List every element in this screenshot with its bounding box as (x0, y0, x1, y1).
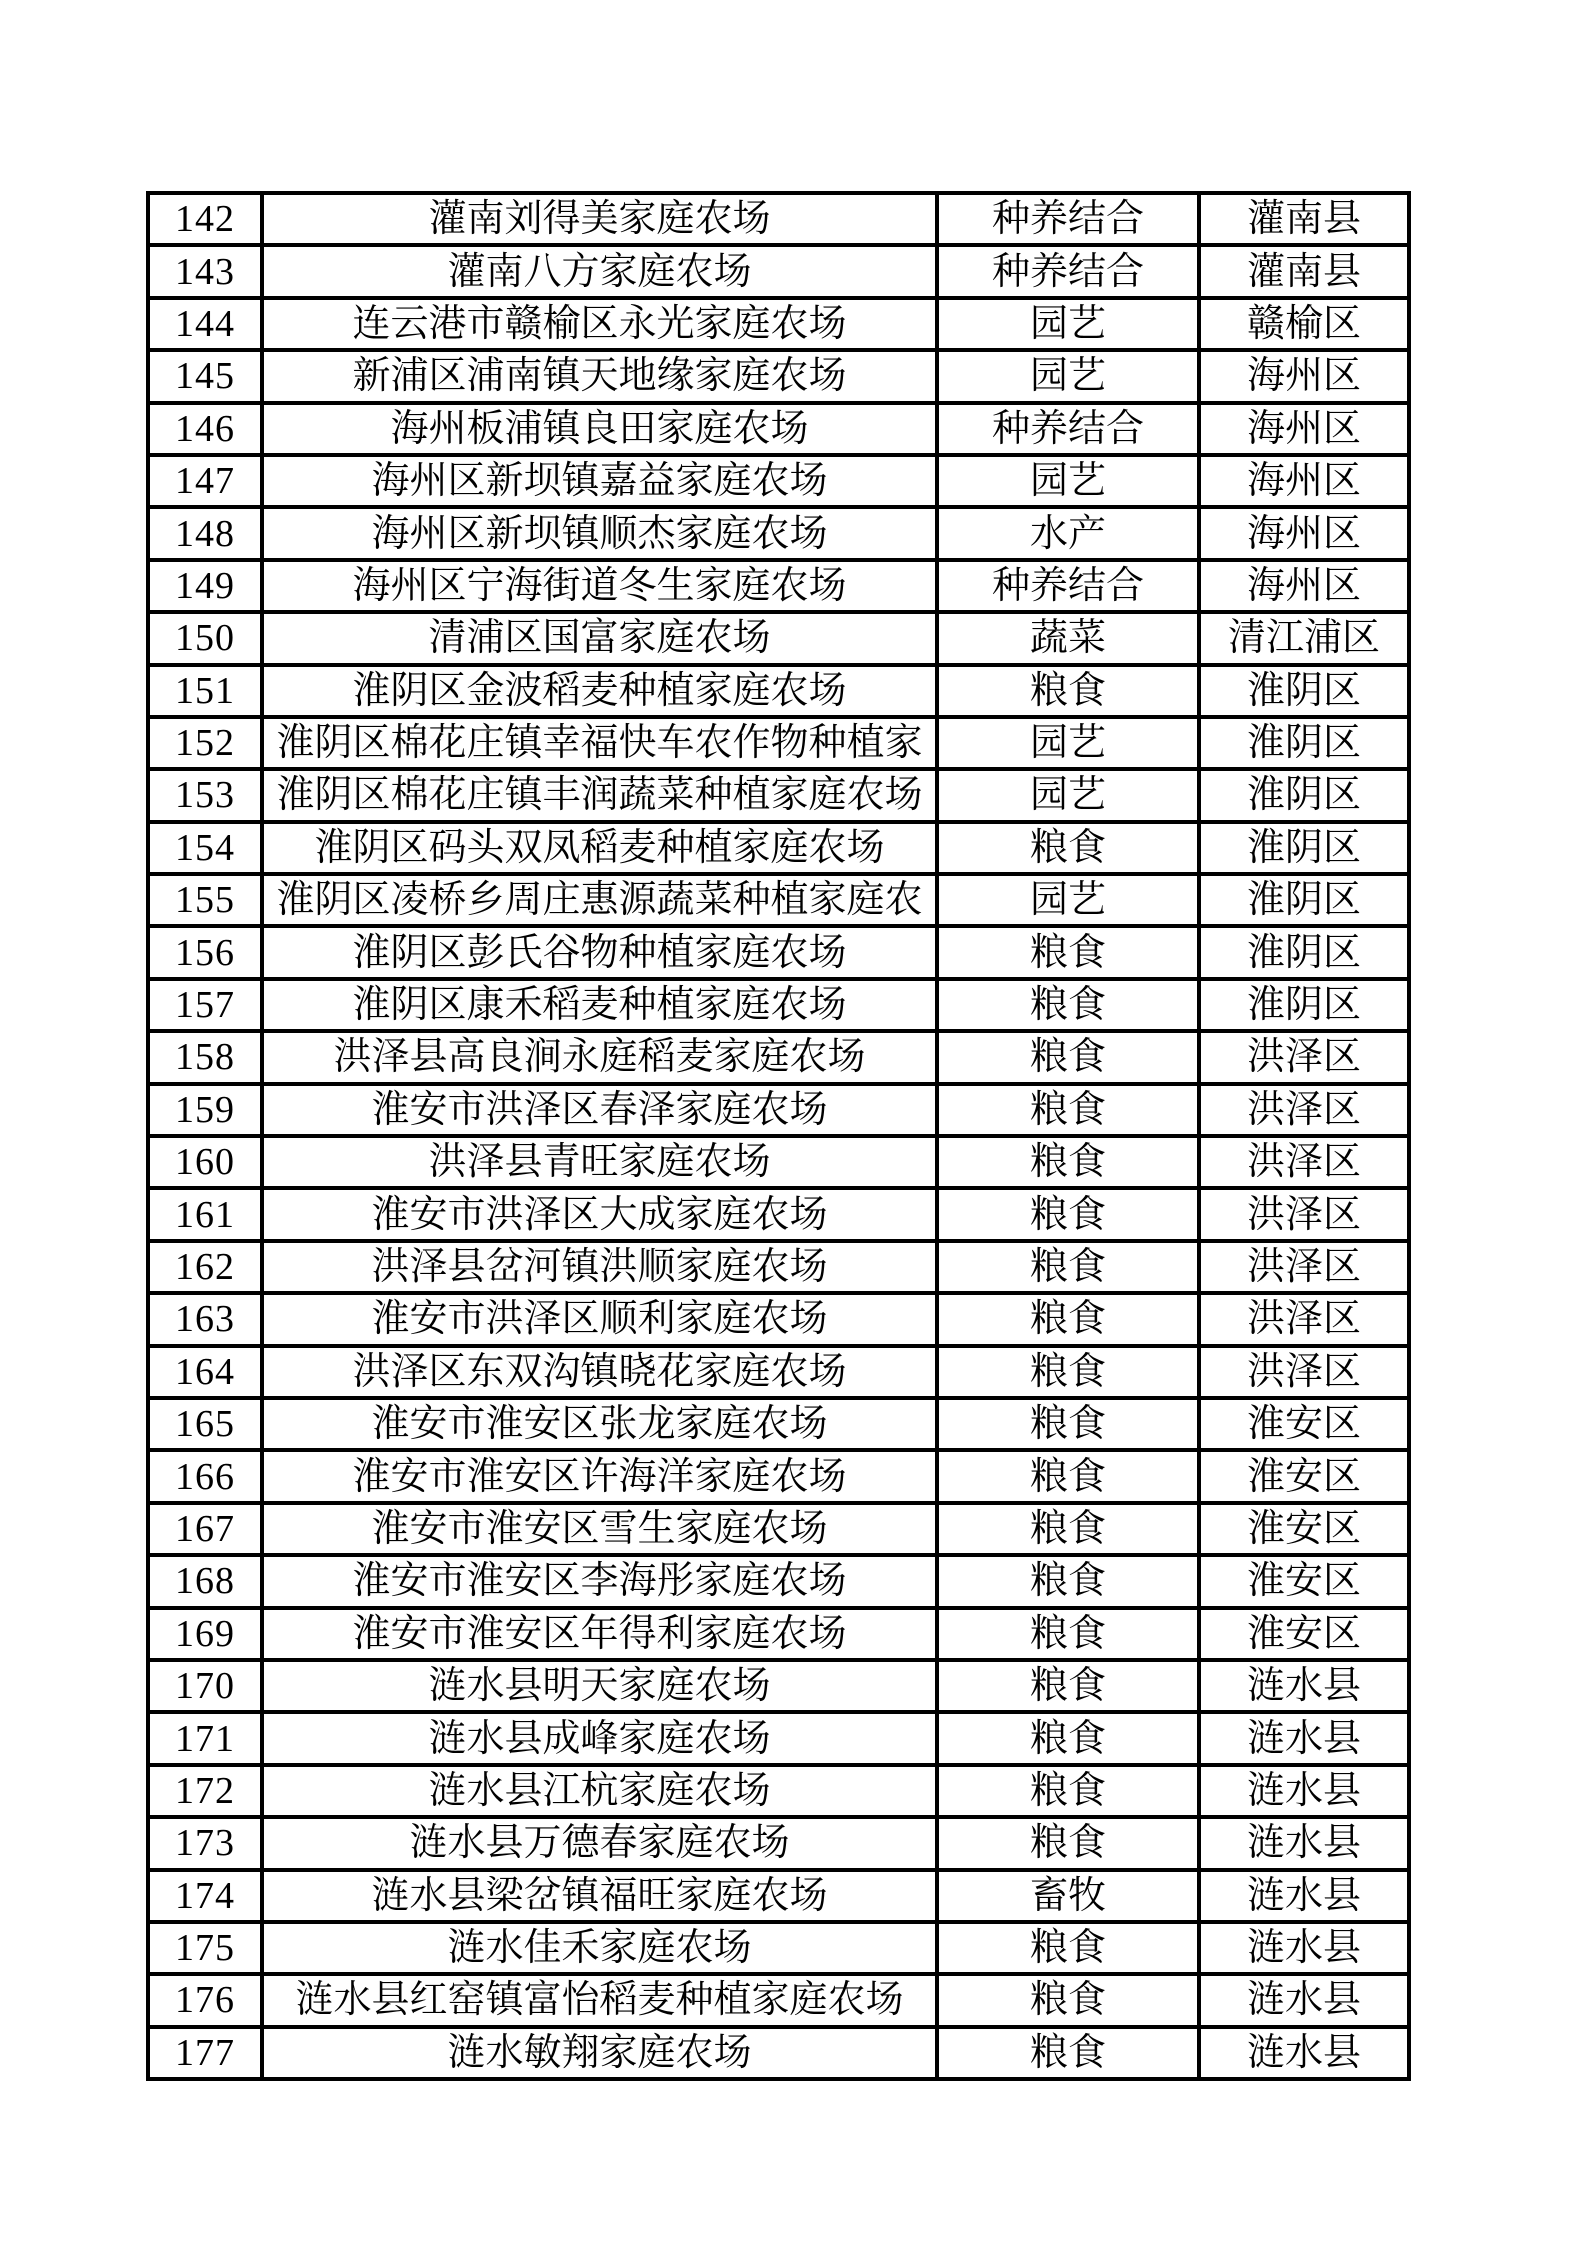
farm-type-cell: 粮食 (937, 1346, 1199, 1398)
table-row (148, 1031, 1409, 1083)
district-cell: 洪泽区 (1199, 1084, 1409, 1136)
farm-name-cell: 淮安市淮安区雪生家庭农场 (262, 1503, 937, 1555)
district-cell: 淮安区 (1199, 1555, 1409, 1607)
row-number-cell: 174 (148, 1870, 262, 1922)
district-cell: 淮阴区 (1199, 979, 1409, 1031)
row-number-cell: 159 (148, 1084, 262, 1136)
row-number-cell: 177 (148, 2027, 262, 2079)
table-row (148, 926, 1409, 978)
table-row (148, 665, 1409, 717)
table-row (148, 455, 1409, 507)
farm-name-cell: 淮安市淮安区李海彤家庭农场 (262, 1555, 937, 1607)
farm-name-cell: 涟水县梁岔镇福旺家庭农场 (262, 1870, 937, 1922)
farm-name-cell: 淮阴区棉花庄镇丰润蔬菜种植家庭农场 (262, 769, 937, 821)
table-row (148, 1870, 1409, 1922)
row-number-cell: 153 (148, 769, 262, 821)
district-cell: 灌南县 (1199, 193, 1409, 245)
table-row (148, 1136, 1409, 1188)
table-row (148, 1608, 1409, 1660)
farm-name-cell: 涟水县江杭家庭农场 (262, 1765, 937, 1817)
farm-type-cell: 粮食 (937, 1136, 1199, 1188)
table-row (148, 1712, 1409, 1764)
district-cell: 淮安区 (1199, 1398, 1409, 1450)
farm-name-cell: 清浦区国富家庭农场 (262, 612, 937, 664)
farm-type-cell: 粮食 (937, 1974, 1199, 2026)
farm-type-cell: 蔬菜 (937, 612, 1199, 664)
farm-name-cell: 淮安市淮安区年得利家庭农场 (262, 1608, 937, 1660)
district-cell: 淮阴区 (1199, 822, 1409, 874)
farm-type-cell: 粮食 (937, 665, 1199, 717)
farm-name-cell: 淮阴区凌桥乡周庄惠源蔬菜种植家庭农 (262, 874, 937, 926)
farm-type-cell: 种养结合 (937, 245, 1199, 297)
district-cell: 淮阴区 (1199, 769, 1409, 821)
table-row (148, 1450, 1409, 1502)
row-number-cell: 161 (148, 1188, 262, 1240)
table-row (148, 1188, 1409, 1240)
table-row (148, 612, 1409, 664)
farm-name-cell: 涟水县万德春家庭农场 (262, 1817, 937, 1869)
row-number-cell: 167 (148, 1503, 262, 1555)
row-number-cell: 175 (148, 1922, 262, 1974)
district-cell: 洪泽区 (1199, 1031, 1409, 1083)
farm-name-cell: 洪泽区东双沟镇晓花家庭农场 (262, 1346, 937, 1398)
row-number-cell: 143 (148, 245, 262, 297)
farm-name-cell: 海州区新坝镇顺杰家庭农场 (262, 507, 937, 559)
farm-type-cell: 粮食 (937, 1398, 1199, 1450)
row-number-cell: 166 (148, 1450, 262, 1502)
row-number-cell: 148 (148, 507, 262, 559)
farm-type-cell: 粮食 (937, 1293, 1199, 1345)
table-row (148, 403, 1409, 455)
farm-type-cell: 粮食 (937, 1241, 1199, 1293)
farm-name-cell: 洪泽县岔河镇洪顺家庭农场 (262, 1241, 937, 1293)
table-row (148, 1660, 1409, 1712)
table-row (148, 1241, 1409, 1293)
table-row (148, 350, 1409, 402)
farm-type-cell: 粮食 (937, 1450, 1199, 1502)
farm-name-cell: 新浦区浦南镇天地缘家庭农场 (262, 350, 937, 402)
farm-type-cell: 粮食 (937, 1608, 1199, 1660)
farm-name-cell: 灌南八方家庭农场 (262, 245, 937, 297)
farm-type-cell: 园艺 (937, 717, 1199, 769)
farm-type-cell: 畜牧 (937, 1870, 1199, 1922)
table-row (148, 979, 1409, 1031)
family-farms-table (146, 191, 1411, 2081)
table-row (148, 1084, 1409, 1136)
row-number-cell: 151 (148, 665, 262, 717)
row-number-cell: 163 (148, 1293, 262, 1345)
farm-name-cell: 淮阴区码头双凤稻麦种植家庭农场 (262, 822, 937, 874)
farm-type-cell: 粮食 (937, 1031, 1199, 1083)
table-row (148, 298, 1409, 350)
table-row (148, 1974, 1409, 2026)
farm-type-cell: 粮食 (937, 1765, 1199, 1817)
farm-name-cell: 淮安市洪泽区大成家庭农场 (262, 1188, 937, 1240)
district-cell: 灌南县 (1199, 245, 1409, 297)
row-number-cell: 169 (148, 1608, 262, 1660)
row-number-cell: 155 (148, 874, 262, 926)
row-number-cell: 158 (148, 1031, 262, 1083)
farm-name-cell: 淮安市洪泽区顺利家庭农场 (262, 1293, 937, 1345)
row-number-cell: 154 (148, 822, 262, 874)
farm-type-cell: 粮食 (937, 1084, 1199, 1136)
table-row (148, 1346, 1409, 1398)
row-number-cell: 145 (148, 350, 262, 402)
district-cell: 海州区 (1199, 403, 1409, 455)
district-cell: 海州区 (1199, 560, 1409, 612)
table-row (148, 874, 1409, 926)
farm-name-cell: 淮阴区棉花庄镇幸福快车农作物种植家 (262, 717, 937, 769)
district-cell: 洪泽区 (1199, 1136, 1409, 1188)
farm-name-cell: 涟水佳禾家庭农场 (262, 1922, 937, 1974)
farm-type-cell: 粮食 (937, 1660, 1199, 1712)
district-cell: 洪泽区 (1199, 1241, 1409, 1293)
row-number-cell: 162 (148, 1241, 262, 1293)
table-row (148, 193, 1409, 245)
district-cell: 海州区 (1199, 455, 1409, 507)
farm-type-cell: 园艺 (937, 874, 1199, 926)
farm-type-cell: 粮食 (937, 1922, 1199, 1974)
farm-type-cell: 粮食 (937, 926, 1199, 978)
row-number-cell: 171 (148, 1712, 262, 1764)
farm-name-cell: 灌南刘得美家庭农场 (262, 193, 937, 245)
farm-name-cell: 洪泽县青旺家庭农场 (262, 1136, 937, 1188)
row-number-cell: 165 (148, 1398, 262, 1450)
district-cell: 涟水县 (1199, 2027, 1409, 2079)
farm-type-cell: 园艺 (937, 298, 1199, 350)
table-row (148, 822, 1409, 874)
table-row (148, 1922, 1409, 1974)
row-number-cell: 144 (148, 298, 262, 350)
farm-type-cell: 粮食 (937, 1503, 1199, 1555)
farm-type-cell: 水产 (937, 507, 1199, 559)
farm-name-cell: 涟水敏翔家庭农场 (262, 2027, 937, 2079)
row-number-cell: 170 (148, 1660, 262, 1712)
row-number-cell: 164 (148, 1346, 262, 1398)
district-cell: 淮安区 (1199, 1450, 1409, 1502)
table-row (148, 717, 1409, 769)
district-cell: 涟水县 (1199, 1817, 1409, 1869)
district-cell: 淮阴区 (1199, 926, 1409, 978)
row-number-cell: 150 (148, 612, 262, 664)
district-cell: 涟水县 (1199, 1660, 1409, 1712)
row-number-cell: 147 (148, 455, 262, 507)
district-cell: 洪泽区 (1199, 1346, 1409, 1398)
district-cell: 涟水县 (1199, 1712, 1409, 1764)
table-row (148, 560, 1409, 612)
farm-name-cell: 海州区新坝镇嘉益家庭农场 (262, 455, 937, 507)
row-number-cell: 160 (148, 1136, 262, 1188)
farm-name-cell: 淮阴区康禾稻麦种植家庭农场 (262, 979, 937, 1031)
row-number-cell: 173 (148, 1817, 262, 1869)
table-row (148, 245, 1409, 297)
district-cell: 涟水县 (1199, 1922, 1409, 1974)
district-cell: 淮安区 (1199, 1503, 1409, 1555)
row-number-cell: 168 (148, 1555, 262, 1607)
farm-type-cell: 种养结合 (937, 193, 1199, 245)
farm-name-cell: 涟水县红窑镇富怡稻麦种植家庭农场 (262, 1974, 937, 2026)
farm-name-cell: 淮安市淮安区张龙家庭农场 (262, 1398, 937, 1450)
farm-type-cell: 粮食 (937, 1555, 1199, 1607)
farm-type-cell: 园艺 (937, 455, 1199, 507)
district-cell: 淮阴区 (1199, 874, 1409, 926)
farm-name-cell: 淮安市洪泽区春泽家庭农场 (262, 1084, 937, 1136)
table-row (148, 1293, 1409, 1345)
farm-type-cell: 种养结合 (937, 403, 1199, 455)
farm-name-cell: 海州板浦镇良田家庭农场 (262, 403, 937, 455)
table-row (148, 1817, 1409, 1869)
table-row (148, 1555, 1409, 1607)
district-cell: 涟水县 (1199, 1765, 1409, 1817)
family-farms-table-body (148, 193, 1409, 2079)
row-number-cell: 146 (148, 403, 262, 455)
table-row (148, 1398, 1409, 1450)
farm-name-cell: 海州区宁海街道冬生家庭农场 (262, 560, 937, 612)
farm-name-cell: 淮阴区金波稻麦种植家庭农场 (262, 665, 937, 717)
district-cell: 赣榆区 (1199, 298, 1409, 350)
farm-type-cell: 种养结合 (937, 560, 1199, 612)
district-cell: 洪泽区 (1199, 1188, 1409, 1240)
row-number-cell: 142 (148, 193, 262, 245)
row-number-cell: 176 (148, 1974, 262, 2026)
farm-name-cell: 淮阴区彭氏谷物种植家庭农场 (262, 926, 937, 978)
farm-name-cell: 淮安市淮安区许海洋家庭农场 (262, 1450, 937, 1502)
row-number-cell: 172 (148, 1765, 262, 1817)
table-row (148, 1503, 1409, 1555)
district-cell: 海州区 (1199, 350, 1409, 402)
district-cell: 淮安区 (1199, 1608, 1409, 1660)
farm-type-cell: 粮食 (937, 979, 1199, 1031)
farm-name-cell: 连云港市赣榆区永光家庭农场 (262, 298, 937, 350)
district-cell: 海州区 (1199, 507, 1409, 559)
district-cell: 淮阴区 (1199, 717, 1409, 769)
farm-type-cell: 粮食 (937, 1817, 1199, 1869)
farm-name-cell: 涟水县成峰家庭农场 (262, 1712, 937, 1764)
farm-type-cell: 粮食 (937, 2027, 1199, 2079)
farm-name-cell: 涟水县明天家庭农场 (262, 1660, 937, 1712)
farm-type-cell: 粮食 (937, 1188, 1199, 1240)
farm-name-cell: 洪泽县高良涧永庭稻麦家庭农场 (262, 1031, 937, 1083)
row-number-cell: 152 (148, 717, 262, 769)
district-cell: 清江浦区 (1199, 612, 1409, 664)
table-row (148, 507, 1409, 559)
row-number-cell: 157 (148, 979, 262, 1031)
district-cell: 涟水县 (1199, 1870, 1409, 1922)
row-number-cell: 149 (148, 560, 262, 612)
farm-type-cell: 粮食 (937, 822, 1199, 874)
farm-type-cell: 园艺 (937, 769, 1199, 821)
farm-type-cell: 园艺 (937, 350, 1199, 402)
row-number-cell: 156 (148, 926, 262, 978)
table-row (148, 2027, 1409, 2079)
table-row (148, 769, 1409, 821)
district-cell: 淮阴区 (1199, 665, 1409, 717)
district-cell: 洪泽区 (1199, 1293, 1409, 1345)
table-row (148, 1765, 1409, 1817)
farm-type-cell: 粮食 (937, 1712, 1199, 1764)
district-cell: 涟水县 (1199, 1974, 1409, 2026)
